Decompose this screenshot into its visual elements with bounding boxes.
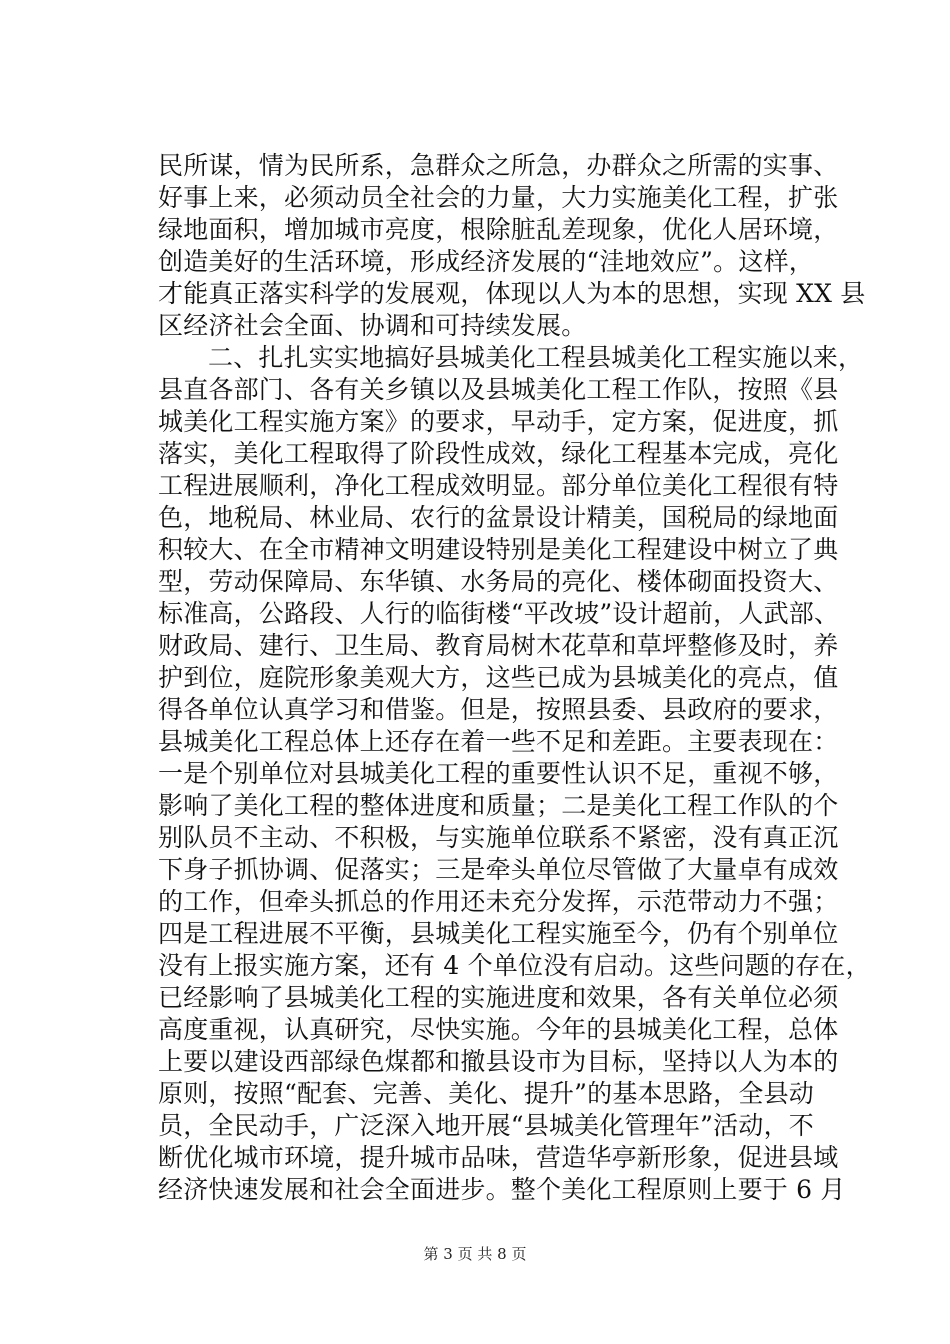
text-line: 区经济社会全面、协调和可持续发展。 [158, 311, 587, 340]
text-line: 工程进展顺利，净化工程成效明显。部分单位美化工程很有特 [158, 471, 839, 500]
text-line: 下身子抓协调、促落实；三是牵头单位尽管做了大量卓有成效 [158, 855, 839, 884]
text-line: 没有上报实施方案，还有 4 个单位没有启动。这些问题的存在， [158, 951, 871, 980]
text-line: 色，地税局、林业局、农行的盆景设计精美，国税局的绿地面 [158, 503, 839, 532]
text-line: 员，全民动手，广泛深入地开展“县城美化管理年”活动，不 [158, 1111, 814, 1140]
text-line: 绿地面积，增加城市亮度，根除脏乱差现象，优化人居环境， [158, 215, 839, 244]
text-line: 别队员不主动、不积极，与实施单位联系不紧密，没有真正沉 [158, 823, 839, 852]
page-number-footer: 第 3 页 共 8 页 [423, 1245, 527, 1263]
text-line: 得各单位认真学习和借鉴。但是，按照县委、县政府的要求， [158, 695, 839, 724]
text-line: 护到位，庭院形象美观大方，这些已成为县城美化的亮点，值 [158, 663, 839, 692]
text-line: 民所谋，情为民所系，急群众之所急，办群众之所需的实事、 [158, 151, 839, 180]
text-line: 城美化工程实施方案》的要求，早动手，定方案，促进度，抓 [158, 407, 839, 436]
text-line: 好事上来，必须动员全社会的力量，大力实施美化工程，扩张 [158, 183, 839, 212]
body-text [158, 150, 871, 1206]
text-line: 已经影响了县城美化工程的实施进度和效果，各有关单位必须 [158, 983, 839, 1012]
text-line: 原则，按照“配套、完善、美化、提升”的基本思路，全县动 [158, 1079, 814, 1108]
text-line: 标准高，公路段、人行的临街楼“平改坡”设计超前，人武部、 [158, 599, 840, 628]
text-line: 一是个别单位对县城美化工程的重要性认识不足，重视不够， [158, 759, 839, 788]
text-line: 县城美化工程总体上还存在着一些不足和差距。主要表现在： [158, 727, 839, 756]
text-line: 断优化城市环境，提升城市品味，营造华亭新形象，促进县域 [158, 1143, 839, 1172]
text-line: 财政局、建行、卫生局、教育局树木花草和草坪整修及时，养 [158, 631, 839, 660]
text-line: 积较大、在全市精神文明建设特别是美化工程建设中树立了典 [158, 535, 839, 564]
text-line: 才能真正落实科学的发展观，体现以人为本的思想，实现 XX 县 [158, 279, 866, 308]
text-line: 创造美好的生活环境，形成经济发展的“洼地效应”。这样， [158, 247, 814, 276]
text-line: 四是工程进展不平衡，县城美化工程实施至今，仍有个别单位 [158, 919, 839, 948]
text-line: 上要以建设西部绿色煤都和撤县设市为目标，坚持以人为本的 [158, 1047, 839, 1076]
text-line: 县直各部门、各有关乡镇以及县城美化工程工作队，按照《县 [158, 375, 839, 404]
text-line: 经济快速发展和社会全面进步。整个美化工程原则上要于 6 月 [158, 1175, 846, 1204]
text-line: 落实，美化工程取得了阶段性成效，绿化工程基本完成，亮化 [158, 439, 839, 468]
text-line: 的工作，但牵头抓总的作用还未充分发挥，示范带动力不强； [158, 887, 839, 916]
text-line: 影响了美化工程的整体进度和质量；二是美化工程工作队的个 [158, 791, 839, 820]
section-heading-line: 二、扎扎实实地搞好县城美化工程县城美化工程实施以来， [208, 343, 864, 372]
text-line: 型，劳动保障局、东华镇、水务局的亮化、楼体砌面投资大、 [158, 567, 839, 596]
text-line: 高度重视，认真研究，尽快实施。今年的县城美化工程，总体 [158, 1015, 839, 1044]
